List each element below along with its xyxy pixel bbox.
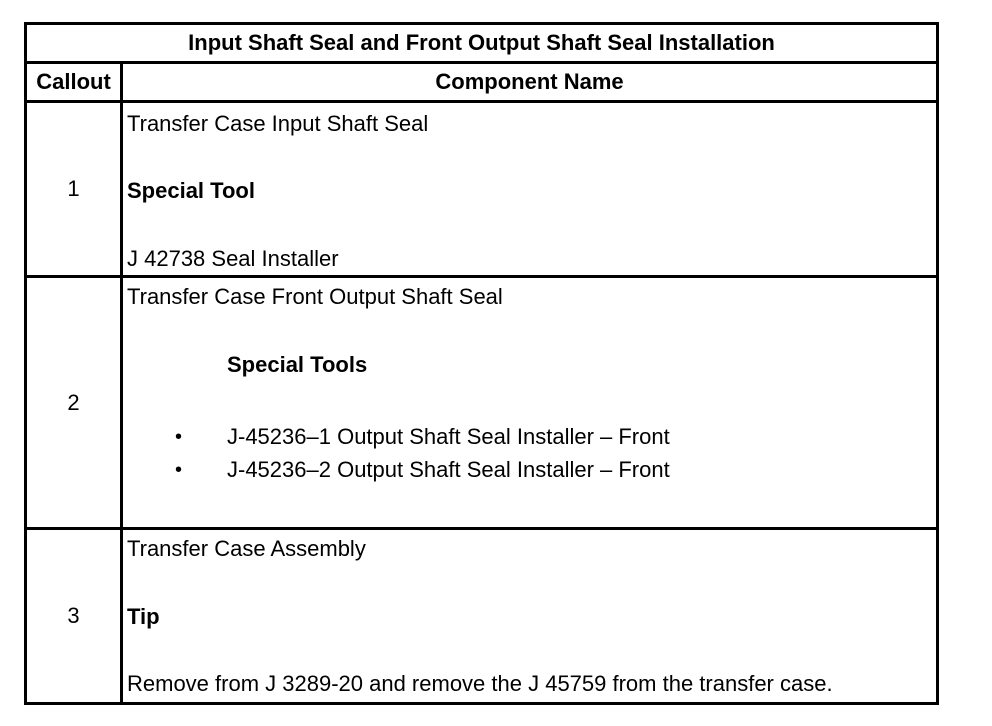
tip-heading: Tip: [127, 604, 160, 629]
special-tool-text: J 42738 Seal Installer: [127, 246, 339, 271]
header-row: [26, 63, 938, 102]
component-name-header: Component Name: [122, 63, 938, 102]
table-title: Input Shaft Seal and Front Output Shaft Seal Installation: [26, 24, 938, 63]
tip-text: Remove from J 3289-20 and remove the J 45759 from the transfer case.: [127, 671, 833, 696]
component-name: Transfer Case Assembly: [127, 536, 366, 561]
table-row: [26, 277, 938, 529]
tool-list-item: J-45236–2 Output Shaft Seal Installer – Front: [227, 457, 670, 482]
bullet-icon: •: [175, 459, 183, 481]
callout-number: 1: [26, 102, 122, 277]
component-name: Transfer Case Front Output Shaft Seal: [127, 284, 503, 309]
callout-header: Callout: [26, 63, 122, 102]
component-name: Transfer Case Input Shaft Seal: [127, 111, 429, 136]
installation-table: [24, 22, 939, 705]
table-row: [26, 529, 938, 704]
component-cell: [122, 529, 938, 704]
component-cell: [122, 102, 938, 277]
callout-number: 3: [26, 529, 122, 704]
callout-number: 2: [26, 277, 122, 529]
special-tools-heading: Special Tools: [227, 352, 368, 377]
table-row: [26, 102, 938, 277]
special-tool-heading: Special Tool: [127, 178, 255, 203]
bullet-icon: •: [175, 426, 183, 448]
title-row: [26, 24, 938, 63]
component-cell: [122, 277, 938, 529]
tool-list-item: J-45236–1 Output Shaft Seal Installer – Front: [227, 424, 670, 449]
